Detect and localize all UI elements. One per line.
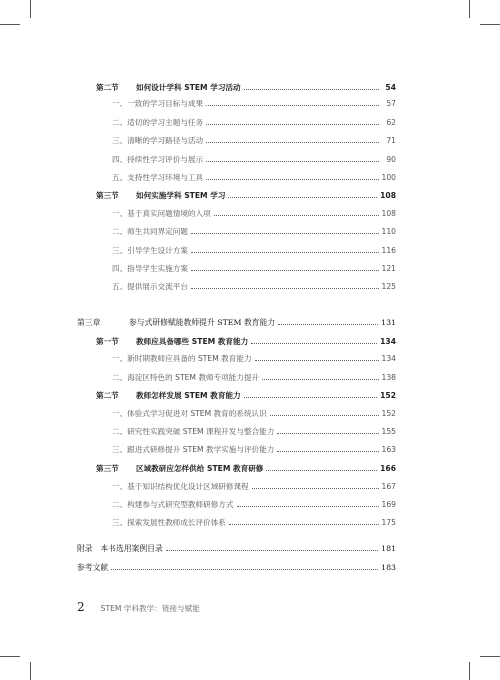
toc-appendix-entry[interactable] <box>77 541 396 557</box>
toc-section-entry[interactable] <box>96 80 396 96</box>
toc-item-entry[interactable] <box>112 224 396 240</box>
toc-section-entry[interactable] <box>96 188 396 204</box>
page-number: 131 <box>381 318 396 327</box>
page-number: 183 <box>381 563 396 572</box>
toc-item-entry[interactable] <box>112 115 396 131</box>
dot-leader <box>191 232 379 234</box>
toc-item-entry[interactable] <box>112 406 396 422</box>
item-title: 一、新时期教师应具备的 STEM 教育能力 <box>112 354 252 363</box>
dot-leader <box>244 88 379 90</box>
toc-item-entry[interactable] <box>112 261 396 277</box>
item-title: 五、支持性学习环境与工具 <box>112 173 204 182</box>
page-number: 163 <box>381 445 396 454</box>
dot-leader <box>191 287 379 289</box>
dot-leader <box>214 214 379 216</box>
page-number: 108 <box>381 209 396 218</box>
section-title: 如何实施学科 STEM 学习 <box>136 191 226 200</box>
item-title: 五、提供展示交流平台 <box>112 282 188 291</box>
toc-item-entry[interactable] <box>112 279 396 295</box>
item-title: 二、构建参与式研究型教师研修方式 <box>112 500 234 509</box>
item-title: 二、海淀区特色的 STEM 教师专项能力提升 <box>112 373 260 382</box>
toc-item-entry[interactable] <box>112 424 396 440</box>
item-title: 三、引导学生设计方案 <box>112 246 188 255</box>
toc-item-entry[interactable] <box>112 170 396 186</box>
page-number: 138 <box>381 373 396 382</box>
dot-leader <box>251 342 377 344</box>
dot-leader <box>278 323 378 325</box>
item-title: 一、基于真实问题情境的入项 <box>112 209 211 218</box>
dot-leader <box>252 487 379 489</box>
section-title: 如何设计学科 STEM 学习活动 <box>136 83 241 92</box>
item-title: 四、指导学生实施方案 <box>112 264 188 273</box>
dot-leader <box>229 523 379 525</box>
page-number: 134 <box>381 354 396 363</box>
item-title: 三、探索发展性教师成长评价体系 <box>112 518 226 527</box>
chapter-number: 第三章 <box>77 318 101 327</box>
page-number: 167 <box>381 482 396 491</box>
references-title: 参考文献 <box>77 563 109 572</box>
dot-leader <box>266 469 377 471</box>
toc-item-entry[interactable] <box>112 479 396 495</box>
section-title: 区域教研应怎样供给 STEM 教育研修 <box>136 464 264 473</box>
page-number: 152 <box>381 409 396 418</box>
toc-item-entry[interactable] <box>112 206 396 222</box>
section-title: 教师应具备哪些 STEM 教育能力 <box>136 337 249 346</box>
chapter-title: 参与式研修赋能教师提升 STEM 教育能力 <box>129 318 276 327</box>
toc-chapter-entry[interactable] <box>77 315 396 331</box>
dot-leader <box>206 160 379 162</box>
dot-leader <box>206 141 379 143</box>
dot-leader <box>237 505 379 507</box>
dot-leader <box>277 432 378 434</box>
section-number: 第一节 <box>96 337 119 346</box>
toc-item-entry[interactable] <box>112 370 396 386</box>
page-number: 175 <box>381 518 396 527</box>
dot-leader <box>262 378 378 380</box>
page-number: 155 <box>381 427 396 436</box>
toc-item-entry[interactable] <box>112 152 396 168</box>
page-number: 71 <box>386 136 396 145</box>
page-number: 125 <box>381 282 396 291</box>
dot-leader <box>244 396 378 398</box>
toc-item-entry[interactable] <box>112 96 396 112</box>
page-number: 181 <box>381 544 396 553</box>
item-title: 一、基于知识结构优化设计区域研修课程 <box>112 482 249 491</box>
dot-leader <box>228 196 377 198</box>
page-number: 54 <box>385 83 396 92</box>
dot-leader <box>255 359 379 361</box>
dot-leader <box>206 178 378 180</box>
page-footer <box>77 600 200 614</box>
toc-item-entry[interactable] <box>112 442 396 458</box>
section-title: 教师怎样发展 STEM 教育能力 <box>136 391 241 400</box>
dot-leader <box>166 549 378 551</box>
page-number: 57 <box>386 99 396 108</box>
section-number: 第三节 <box>96 191 119 200</box>
page-number: 166 <box>380 464 396 473</box>
dot-leader <box>277 450 378 452</box>
page-number: 169 <box>381 500 396 509</box>
page-number: 110 <box>381 227 396 236</box>
toc-item-entry[interactable] <box>112 133 396 149</box>
footer-book-title: STEM 学科教学：链接与赋能 <box>100 604 200 613</box>
dot-leader <box>206 123 379 125</box>
item-title: 三、清晰的学习路径与活动 <box>112 136 204 145</box>
page-number: 100 <box>381 173 396 182</box>
page-number: 152 <box>380 391 396 400</box>
section-number: 第三节 <box>96 464 119 473</box>
dot-leader <box>111 568 378 570</box>
page-number: 134 <box>380 337 396 346</box>
item-title: 四、持续性学习评价与展示 <box>112 155 204 164</box>
dot-leader <box>191 251 379 253</box>
toc-section-entry[interactable] <box>96 461 396 477</box>
page-number: 121 <box>381 264 396 273</box>
item-title: 二、师生共同界定问题 <box>112 227 188 236</box>
item-title: 二、适切的学习主题与任务 <box>112 118 204 127</box>
page-number: 108 <box>380 191 396 200</box>
toc-item-entry[interactable] <box>112 243 396 259</box>
toc-section-entry[interactable] <box>96 388 396 404</box>
toc-section-entry[interactable] <box>96 334 396 350</box>
toc-item-entry[interactable] <box>112 515 396 531</box>
page-number: 116 <box>381 246 396 255</box>
dot-leader <box>270 414 379 416</box>
toc-item-entry[interactable] <box>112 351 396 367</box>
dot-leader <box>191 269 379 271</box>
item-title: 二、研究性实践突破 STEM 课程开发与整合能力 <box>112 427 275 436</box>
section-number: 第二节 <box>96 391 119 400</box>
toc-references-entry[interactable] <box>77 560 396 576</box>
appendix-title: 附录 本书选用案例目录 <box>77 544 163 553</box>
item-title: 三、跟进式研修提升 STEM 教学实施与评价能力 <box>112 445 275 454</box>
section-number: 第二节 <box>96 83 119 92</box>
footer-page-number: 2 <box>77 600 85 614</box>
dot-leader <box>206 104 379 106</box>
page-number: 62 <box>386 118 396 127</box>
item-title: 一、一致的学习目标与成果 <box>112 99 204 108</box>
item-title: 一、体验式学习促进对 STEM 教育的系统认识 <box>112 409 267 418</box>
page-number: 90 <box>386 155 396 164</box>
toc-item-entry[interactable] <box>112 497 396 513</box>
